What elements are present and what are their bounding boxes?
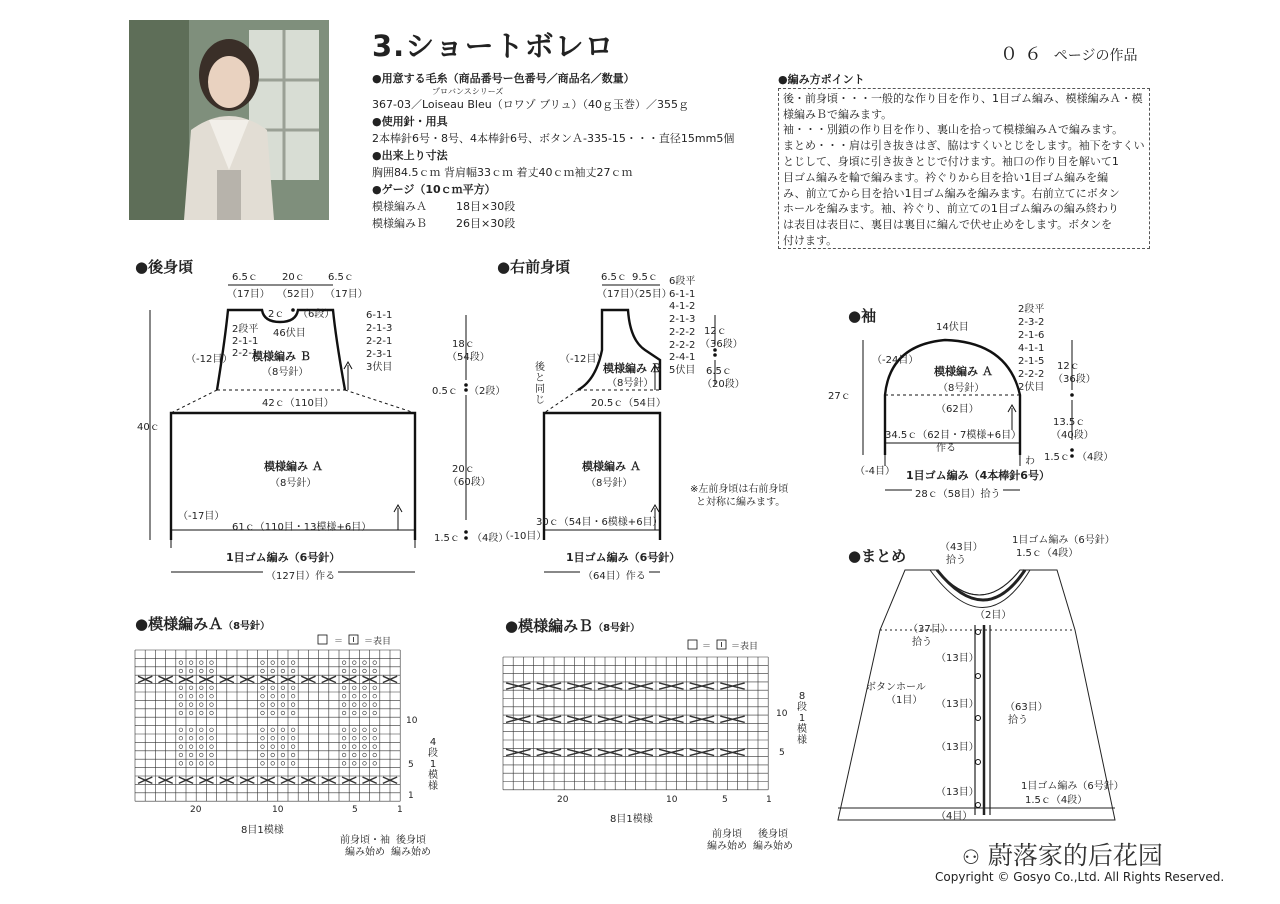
sleeve-heading: ●袖 xyxy=(848,307,877,325)
watermark: ⚇ 蔚落家的后花园 xyxy=(962,841,1163,870)
wechat-icon: ⚇ xyxy=(962,845,980,869)
page-reference: ０６ ページの作品 xyxy=(1000,44,1138,65)
materials-info: ●用意する毛糸（商品番号ー色番号／商品名／数量） プロバンスシリーズ 367-03／Loiseau Bleu（ロワゾ ブリュ）（40ｇ玉巻）／355ｇ ●使用針・用具 2本棒針6号・8号、4本棒針6号、ボタンＡ-335-15・・・直径15mm5個 ●出来上り寸法 胸囲84.5ｃｍ 背肩幅33ｃｍ 着丈40ｃｍ袖丈27ｃｍ ●ゲージ（10ｃｍ平方） 模様編みＡ 18目×30段 模様編みＢ 26目×30段 xyxy=(372,72,735,230)
knitting-points: ●編み方ポイント 後・前身頃・・・一般的な作り目を作り、1目ゴム編み、模様編みＡ・模 様編みＢで編みます。 袖・・・別鎖の作り目を作り、裏山を拾って模様編みＡで編みます。 まとめ・・・肩は引き抜きはぎ、脇はすくいとじをします。袖下をすくい とじして、身頃に引き抜きとじで付けます。袖口の作り目を解いて1 目ゴム編みを輪で編みます。衿ぐりから目を拾い1目ゴム編みを編 み、前立てから目を拾い1目ゴム編みを編みます。右前立てにボタン ホールを編みます。袖、衿ぐり、前立ての1目ゴム編みの編み終わり は表目は表目に、裏目は裏目に編んで伏せ止めをします。ボタンを 付けます。 xyxy=(778,72,1150,249)
copyright: Copyright © Gosyo Co.,Ltd. All Rights Reserved. xyxy=(935,870,1225,884)
front-heading: ●右前身頃 xyxy=(497,258,571,276)
back-heading: ●後身頃 xyxy=(135,258,194,276)
chart-a-grid xyxy=(135,650,400,801)
pattern-a-heading: ●模様編みＡ（8号針） xyxy=(135,615,271,633)
chart-b-grid xyxy=(503,657,768,790)
finish-heading: ●まとめ xyxy=(848,547,907,565)
pattern-b-heading: ●模様編みＢ（8号針） xyxy=(505,617,641,635)
page-title: 3.ショートボレロ xyxy=(372,29,615,63)
